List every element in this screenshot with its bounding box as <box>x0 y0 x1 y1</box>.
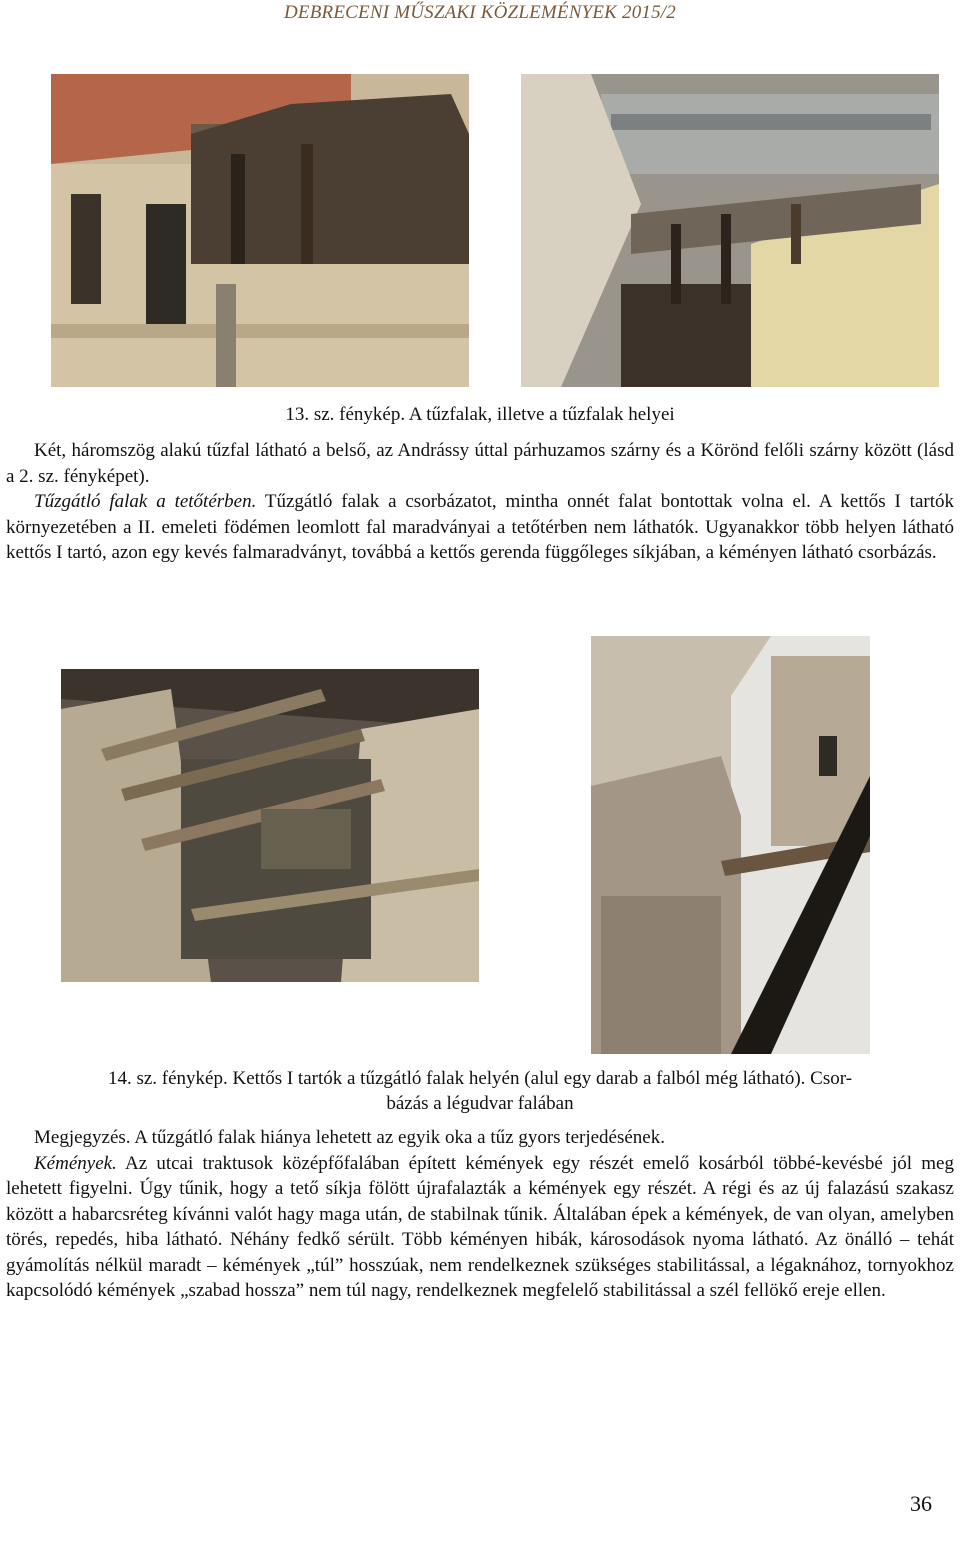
photo-13-left <box>51 74 469 387</box>
paragraph-fire-barriers-title: Tűzgátló falak a tetőtérben. <box>34 491 257 512</box>
paragraph-fire-barriers-text: Tűzgátló falak a csorbázatot, mintha onnét falat bontottak volna el. A kettős I tartók környezetében a II. emeleti födémen leomlott fal maradványai a tetőtérben nem láthatók. Ugyanakkor több helyen látható kettős I tartó, azon egy kevés falmaradványt, továbbá a kettős gerenda függőleges síkjában, a kéményen látható csorbázás. <box>6 491 954 563</box>
chimneys-title: Kémények. <box>34 1152 117 1174</box>
photo-14-left <box>61 669 479 982</box>
paragraph-firewalls: Két, háromszög alakú tűzfal látható a belső, az Andrássy úttal párhuzamos szárny és a Körönd felőli szárny között (lásd a 2. sz. fényképet). <box>6 440 954 487</box>
chimneys-paragraph <box>6 1151 954 1304</box>
photo-13-right <box>521 74 939 387</box>
chimneys-text: Az utcai traktusok középfőfalában épített kémények egy részét emelő kosárból többé-kevésbé jól meg lehetett figyelni. Úgy tűnik, hogy a tető síkja fölött újrafalazták a kémények egy részét. A régi és az új falazású szakasz között a habarcsréteg kívánni valót hagy maga után, de stabilnak tűnik. Általában épek a kémények, de van olyan, amelyben törés, repedés, hiba látható. Néhány fedkő sérült. Több kéményen hibák, károsodások nyoma látható. Az önálló – tehát gyámolítás nélkül maradt – kémények „túl” hosszúak, nem rendelkeznek szükséges stabilitással, a légaknához, tornyokhoz kapcsolódó kémények „szabad hossza” nem túl nagy, rendelkeznek megfelelő stabilitással a szél fellökő ereje ellen. <box>6 1152 954 1301</box>
note-paragraph: Megjegyzés. A tűzgátló falak hiánya lehetett az egyik oka a tűz gyors terjedésének. <box>34 1127 665 1148</box>
figure-13-caption: 13. sz. fénykép. A tűzfalak, illetve a tűzfalak helyei <box>285 404 675 425</box>
body-paragraph-1 <box>6 438 954 566</box>
figure-14-caption-line-1: 14. sz. fénykép. Kettős I tartók a tűzgátló falak helyén (alul egy darab a falból még látható). Csor- <box>107 1068 853 1089</box>
body-paragraph-2 <box>6 1125 954 1304</box>
journal-header: DEBRECENI MŰSZAKI KÖZLEMÉNYEK 2015/2 <box>284 2 676 23</box>
photo-14-right <box>591 636 870 1054</box>
figure-14-caption <box>0 1066 960 1116</box>
figure-14-caption-line-2: bázás a légudvar falában <box>386 1093 574 1114</box>
page-number: 36 <box>910 1491 932 1516</box>
paragraph-fire-barriers <box>6 489 954 566</box>
